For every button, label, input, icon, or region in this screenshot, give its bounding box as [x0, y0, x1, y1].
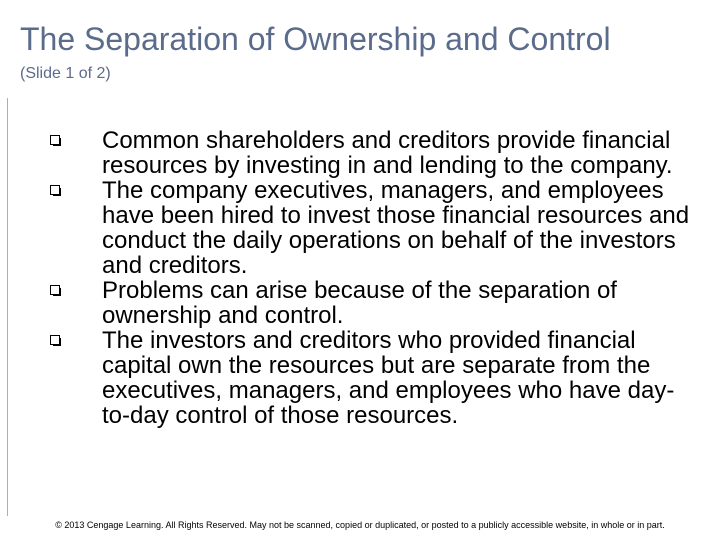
copyright-footer: © 2013 Cengage Learning. All Rights Reserved. May not be scanned, copied or duplicated, or posted to a publicly accessible website, in whole or in part.: [55, 520, 665, 530]
bullet-text: The company executives, managers, and employees have been hired to invest those financial resources and conduct the daily operations on behalf of the investors and creditors.: [102, 177, 690, 279]
slide-title: The Separation of Ownership and Control: [20, 21, 611, 57]
square-bullet-icon: [50, 135, 60, 145]
bullet-text: Problems can arise because of the separation of ownership and control.: [102, 277, 617, 329]
bullet-item: [50, 128, 700, 178]
bullet-text: Common shareholders and creditors provide financial resources by investing in and lending to the company.: [102, 127, 673, 179]
bullet-item: [50, 328, 700, 428]
slide-subtitle: (Slide 1 of 2): [20, 65, 111, 82]
square-bullet-icon: [50, 185, 60, 195]
bullet-list: [50, 128, 700, 428]
square-bullet-icon: [50, 285, 60, 295]
square-bullet-icon: [50, 335, 60, 345]
bullet-item: [50, 278, 700, 328]
left-divider-line: [7, 98, 8, 516]
bullet-item: [50, 178, 700, 278]
bullet-text: The investors and creditors who provided financial capital own the resources but are separate from the executives, managers, and employees who have day-to-day control of those resources.: [102, 327, 675, 429]
